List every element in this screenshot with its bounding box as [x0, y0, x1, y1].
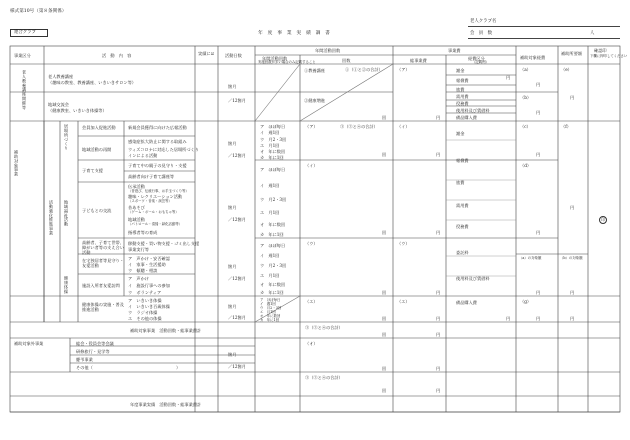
label-sub-b1: 居場所づくり — [64, 124, 69, 151]
row-edu-sub: （趣味の教室、教養講座、いきいきサロン等） — [48, 80, 136, 85]
col-support: 実績に☑ — [198, 51, 215, 56]
col-subsidy-note: （記載例） — [472, 60, 489, 64]
times-total-unit: 回 — [382, 115, 387, 120]
cost2-item-7: 使用料及び賃借料 — [456, 276, 490, 281]
count-2: 箇月 — [228, 141, 237, 146]
cost-f-unit: 円 — [436, 332, 441, 337]
cost-item-1: 謝金 — [456, 68, 465, 73]
row-kids: 子どもとの交流 — [82, 208, 112, 213]
times-9: ③（③と④の合計） — [305, 375, 343, 380]
cost-h-unit: 円 — [436, 388, 441, 393]
count-5b: ／12箇月 — [228, 315, 246, 320]
times-4: （イ） — [305, 163, 318, 168]
row-health: 地域交流会 — [48, 102, 69, 107]
row-ns-4-end: ） — [176, 365, 181, 370]
col-count: 活動日数 — [225, 53, 242, 58]
cost-item-6: 使用料及び賃借料 — [456, 108, 490, 113]
label-main: 補助対象事業 — [14, 150, 19, 177]
freq-e3: オ 年に数回 — [260, 282, 286, 287]
col-category: 事業区分 — [14, 53, 31, 58]
grant-e-unit: 円 — [536, 290, 541, 295]
row-kids-h: （パトロール・清掃・緑化活動等） — [128, 222, 183, 226]
row-watch-b: イ 家事・生活援助 — [128, 262, 166, 267]
col-annual-sub: 年間活動回数 — [262, 56, 288, 61]
count-6: 箇月 — [228, 352, 237, 357]
form-id: 様式第10号（第８条関係） — [10, 9, 67, 14]
col-confirm-note: 下欄に押印してください — [590, 54, 628, 58]
times-grand: ③（③と④の合計） — [340, 124, 378, 129]
col-annual-group: 年間活動回数 — [315, 48, 341, 53]
grant-g-unit: 円 — [536, 316, 541, 321]
cost-e: （エ） — [397, 299, 410, 304]
page-title: 年 度 事 業 実 績 調 書 — [258, 31, 330, 36]
ratio-d-unit: 円 — [570, 316, 575, 321]
freq-c3: ウ 月2・3回 — [260, 263, 287, 268]
row-subtotal: 補助対象事業 活動回数・総事業費計 — [130, 328, 202, 333]
cost-d: （ウ） — [397, 241, 410, 246]
freq-a4: ア ほぼ毎日 — [260, 298, 281, 302]
member-unit: 人 — [590, 31, 595, 36]
grant-d-unit: 円 — [536, 230, 541, 235]
times-8: （オ） — [305, 341, 318, 346]
row-ns-3: 慶弔事業 — [76, 357, 93, 362]
freq-b2: イ 週1回 — [260, 183, 280, 188]
col-annual-note: 実施回数が多い場合のみ記載すること — [258, 60, 316, 64]
row-ns-1: 総会・役員会等会議 — [76, 341, 114, 346]
ratio-a: （e） — [561, 67, 572, 72]
row-join: 会員加入促進活動 — [82, 125, 116, 130]
row-exercise-a: ア いきいき体操 — [128, 298, 162, 303]
row-visit-c: ウ ボランティア — [128, 290, 162, 295]
row-edu: 老人教養講座 — [48, 74, 74, 79]
cost-item-3: 旅費 — [456, 87, 465, 92]
freq-f: カ 年に1回 — [260, 155, 284, 160]
row-resume: 地域活動の再開 — [82, 147, 112, 152]
row-childcare-a: 子育て中の親子の見守り・支援 — [128, 163, 187, 168]
freq-a2: ア ほぼ毎日 — [260, 167, 286, 172]
row-exercise: 健康体操の実施・普及推進活動 — [82, 302, 124, 312]
times-6: （エ） — [305, 299, 318, 304]
row-kids-b: （昔遊び、伝統行事、お手玉づくり等） — [128, 189, 189, 193]
cost-unit-2: 円 — [506, 316, 511, 321]
col-expense-group: 事業費 — [448, 48, 461, 53]
row-resume-b: ウィズコロナに対応した居場所づくり — [128, 147, 199, 152]
times-unit-3: 回 — [382, 152, 387, 157]
stamp-mark: 印 — [601, 217, 605, 222]
times-unit-4: 回 — [382, 230, 387, 235]
freq-a3: ア ほぼ毎日 — [260, 243, 286, 248]
times-7: ③（③と④の合計） — [305, 325, 343, 330]
times-unit-9: 回 — [382, 388, 387, 393]
row-exercise-d: エ その他の体操 — [128, 316, 162, 321]
row-kids-f: （ゲーム・ボール・おもちゃ等） — [128, 210, 179, 214]
row-kids-e: 昔あそび — [128, 205, 145, 210]
cost-item-5: 役務費 — [456, 101, 469, 106]
cost-e-unit: 円 — [436, 316, 441, 321]
cost-a: （ア） — [397, 67, 410, 72]
label-sub-b: 活動強化推進事業 — [49, 200, 54, 236]
times-total: ①（①と②の合計） — [345, 67, 383, 72]
row-visit-a: ア 声かけ — [128, 276, 149, 281]
times-unit-5: 回 — [382, 290, 387, 295]
freq-c: ウ 月2・3回 — [260, 137, 287, 142]
times-edu: ①教養講座 — [304, 68, 325, 73]
freq-b: イ 週1回 — [260, 130, 280, 135]
freq-e4: オ 年に数回 — [260, 314, 281, 318]
freq-a: ア ほぼ毎日 — [260, 124, 286, 129]
times-5: （ウ） — [305, 241, 318, 246]
cost-item-7: 備品購入費 — [456, 115, 477, 120]
cost-item-4: 需用費 — [456, 94, 469, 99]
grant-note-1: （a）の対象額 — [519, 256, 542, 260]
col-grant-ratio: 補助所要額 — [561, 51, 582, 56]
col-content: 活 動 内 容 — [102, 53, 132, 58]
freq-d4: エ 月1回 — [260, 310, 276, 314]
grant-c-unit: 円 — [536, 152, 541, 157]
grant-b-unit: 円 — [536, 110, 541, 115]
row-mutual-b: 事業実行等 — [128, 247, 149, 252]
freq-d2: エ 月1回 — [260, 210, 280, 215]
member-count-label: 会 員 数 — [470, 31, 492, 36]
row-join-a: 新規会員獲得に向けた広報活動 — [128, 125, 187, 130]
count-4b: ／12箇月 — [228, 276, 246, 281]
freq-f3: カ 年に1回 — [260, 290, 284, 295]
count-1: 箇月 — [228, 84, 237, 89]
cost-c-unit: 円 — [436, 230, 441, 235]
cost-d-unit: 円 — [436, 290, 441, 295]
freq-c4: ウ 月2・3回 — [260, 306, 282, 310]
cost-a-unit: 円 — [436, 115, 441, 120]
row-exercise-b: イ いきいき百歳体操 — [128, 304, 170, 309]
grant-a: （a） — [520, 67, 531, 72]
grant-b: （b） — [520, 95, 532, 100]
count-6b: ／12箇月 — [228, 364, 246, 369]
row-kids-c: 趣味・レクリエーション活動 — [128, 194, 183, 199]
row-nonsubsidy: 補助対象外事業 — [14, 341, 44, 346]
cost2-item-1: 謝金 — [456, 131, 465, 136]
row-kids-i: 指導者等の育成 — [128, 230, 158, 235]
freq-e2: オ 年に数回 — [260, 222, 286, 227]
freq-d: エ 月1回 — [260, 143, 280, 148]
row-childcare-b: 高齢者向け子育て講座等 — [128, 174, 175, 179]
freq-d3: エ 月1回 — [260, 273, 280, 278]
count-5: 箇月 — [228, 304, 237, 309]
cost-b-unit: 円 — [436, 152, 441, 157]
times-unit-8: 回 — [382, 366, 387, 371]
cost2-item-2: 報償費 — [456, 158, 469, 163]
cost2-item-8: 備品購入費 — [456, 300, 477, 305]
cost-unit-1: 円 — [506, 75, 511, 80]
label-sub-a: 老人教養講座開催等 — [22, 70, 27, 110]
freq-e: オ 年に数回 — [260, 149, 286, 154]
col-times: 回数 — [342, 58, 351, 63]
row-exercise-c: ウ ラジオ体操 — [128, 310, 158, 315]
row-mutual-a: 移動支援・買い物支援・ゴミ出し支援 — [128, 241, 200, 246]
ratio-c-unit: 円 — [570, 290, 575, 295]
ratio-b: （f） — [561, 124, 571, 129]
times-health: ②健康増進 — [304, 98, 325, 103]
row-resume-a: 感染症拡大防止に関する取組み — [128, 139, 187, 144]
cost-item-2: 報償費 — [456, 78, 469, 83]
grant-note-2: （b）の対象額 — [560, 256, 583, 260]
club-name-label: 老人クラブ名 — [470, 19, 497, 24]
col-subsidy-cost: 経費区分 — [468, 56, 485, 61]
count-3b: ／12箇月 — [228, 217, 246, 222]
col-grant: 補助対象経費 — [520, 55, 546, 60]
freq-c2: ウ 月2・3回 — [260, 197, 287, 202]
row-kids-d: （スポーツ・音楽・演芸等） — [128, 199, 172, 203]
cost2-item-6: 委託料 — [456, 250, 469, 255]
col-total-cost: 総事業費 — [410, 58, 427, 63]
row-childcare: 子育て支援 — [82, 168, 103, 173]
row-watch-c: ウ 傾聴・相談 — [128, 268, 158, 273]
times-unit-7: 回 — [382, 332, 387, 337]
row-visit-b: イ 施設行事への参加 — [128, 283, 170, 288]
grant-c: （c） — [520, 124, 531, 129]
cost2-item-4: 需用費 — [456, 203, 469, 208]
cost2-item-5: 役務費 — [456, 224, 469, 229]
row-mutual: 高齢者、子育て世帯、障がい者等の支え合い活動 — [82, 240, 124, 255]
cost-g-unit: 円 — [436, 366, 441, 371]
left-box-label: 連合クラブ — [14, 30, 36, 35]
cost-b: （イ） — [397, 124, 410, 129]
ratio-b-unit: 円 — [570, 205, 575, 210]
freq-b3: イ 週1回 — [260, 253, 280, 258]
row-watch-a: ア 声かけ・安否確認 — [128, 256, 170, 261]
ratio-a-unit: 円 — [570, 95, 575, 100]
freq-b4: イ 週1回 — [260, 302, 276, 306]
row-ns-4: その他（ — [76, 365, 93, 370]
row-grand-total: 年度事業実績 活動回数・総事業費計 — [130, 402, 202, 407]
col-confirm: 確認印 — [594, 48, 607, 53]
grant-a-unit: 円 — [536, 82, 541, 87]
row-kids-a: 伝承活動 — [128, 184, 145, 189]
times-3: （ア） — [305, 124, 318, 129]
times-unit-6: 回 — [382, 316, 387, 321]
count-2b: ／12箇月 — [228, 153, 246, 158]
grant-d: （d） — [520, 163, 532, 168]
row-resume-c: インによる活動 — [128, 153, 158, 158]
row-ns-2: 研修旅行・見学等 — [76, 349, 110, 354]
row-kids-g: 地域活動 — [128, 217, 145, 222]
grant-g: （g） — [520, 299, 532, 304]
row-visit: 施設入所者友愛訪問 — [82, 283, 120, 288]
freq-f2: カ 年に1回 — [260, 232, 284, 237]
count-4: 箇月 — [228, 264, 237, 269]
freq-f4: カ 年に1回 — [260, 318, 280, 322]
label-sub-b2: 地域福祉活動 — [64, 200, 69, 227]
row-watch: 在宅独居者等見守り・友愛活動 — [82, 258, 124, 268]
row-health-sub: （健康教室、いきいき体操等） — [48, 108, 107, 113]
cost2-item-3: 旅費 — [456, 180, 465, 185]
count-3: 箇月 — [228, 205, 237, 210]
label-sub-b3: 健康体操 — [64, 276, 69, 294]
count-1b: ／12箇月 — [228, 98, 246, 103]
